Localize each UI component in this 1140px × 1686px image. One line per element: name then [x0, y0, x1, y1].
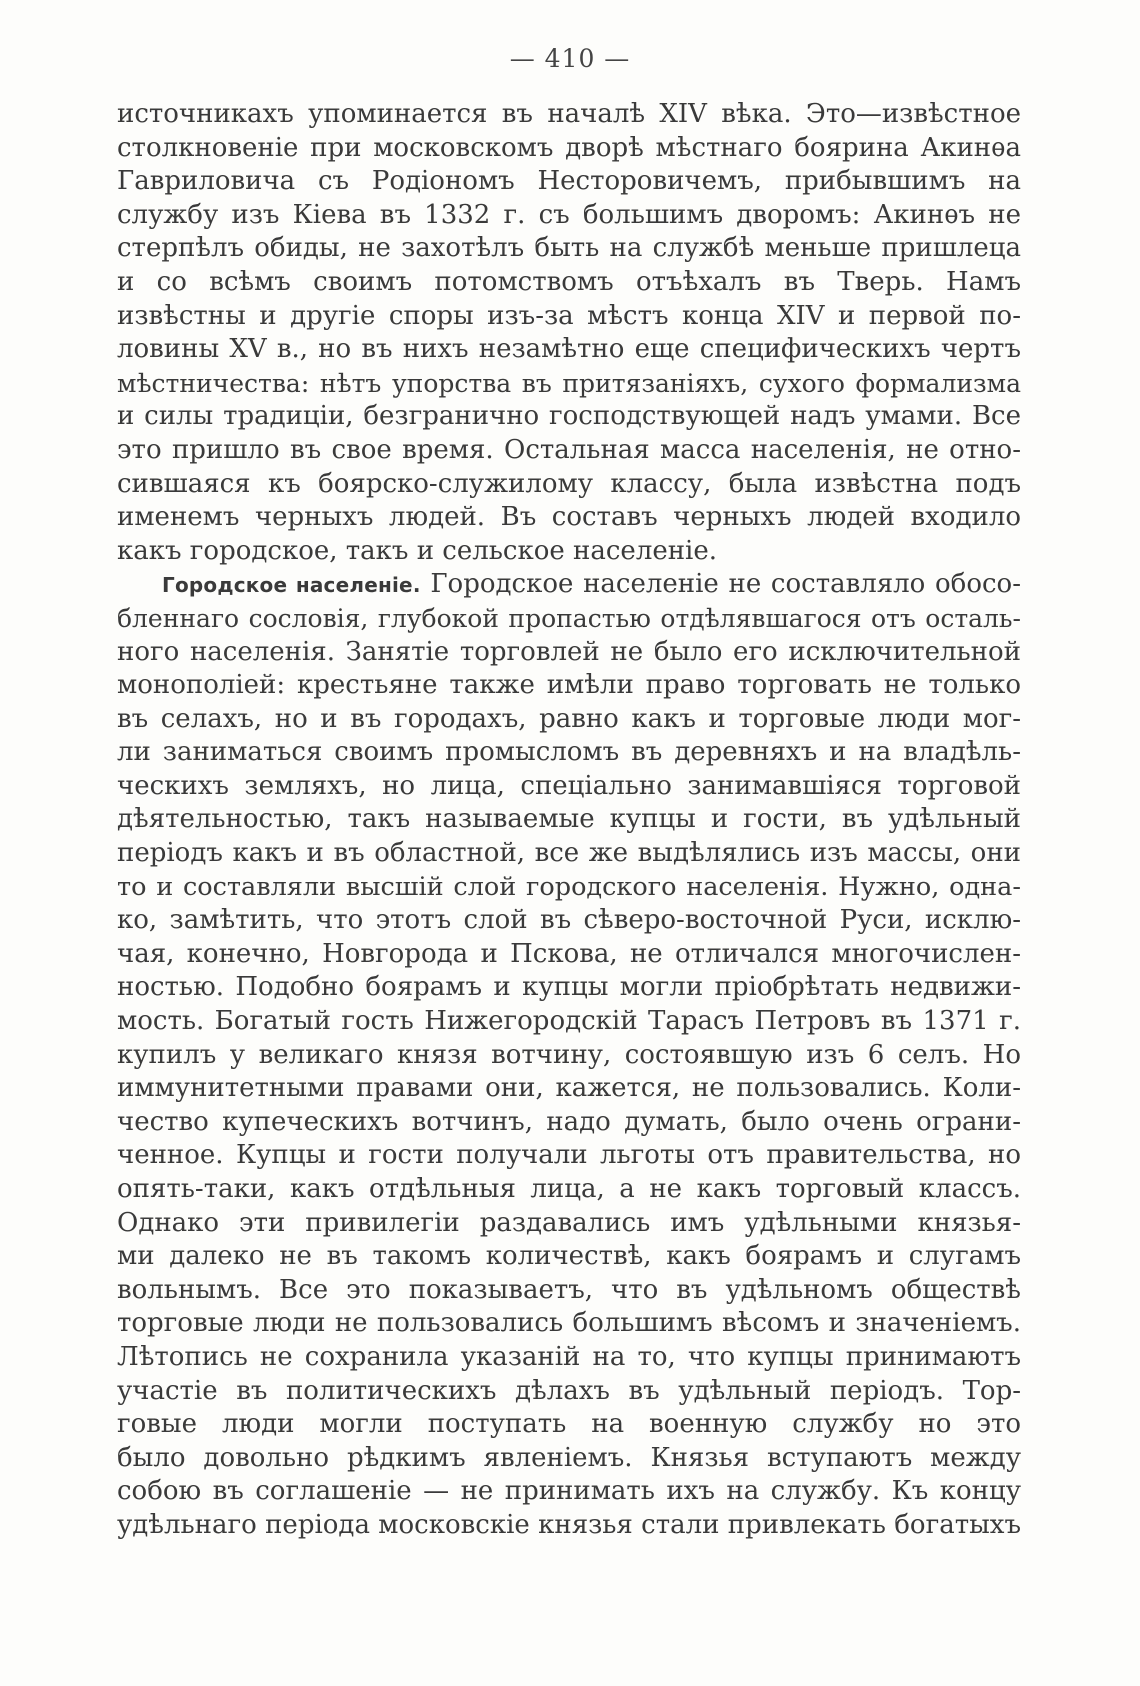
text-line: то и составляли высшій слой городского населенія. Нужно, одна-	[117, 871, 1021, 902]
text-line: ностью. Подобно боярамъ и купцы могли пріобрѣтать недвижи-	[117, 972, 1021, 1003]
text-line: участіе въ политическихъ дѣлахъ въ удѣльный періодъ. Тор-	[117, 1375, 1021, 1406]
text-line: періодъ какъ и въ областной, все же выдѣлялись изъ массы, они	[117, 838, 1021, 869]
text-line: именемъ черныхъ людей. Въ составъ черныхъ людей входило	[117, 502, 1021, 533]
text-line: столкновеніе при московскомъ дворѣ мѣстнаго боярина Акинѳа	[117, 132, 1021, 163]
text-line: чая, конечно, Новгорода и Пскова, не отличался многочислен-	[117, 938, 1021, 969]
text-line: ловины XV в., но въ нихъ незамѣтно еще специфическихъ чертъ	[117, 334, 1021, 365]
text-line: Лѣтопись не сохранила указаній на то, что купцы принимаютъ	[117, 1341, 1021, 1372]
text-line: чество купеческихъ вотчинъ, надо думать, было очень ограни-	[117, 1106, 1021, 1137]
paragraph-2	[117, 568, 1021, 1542]
text-line: стерпѣлъ обиды, не захотѣлъ быть на службѣ меньше пришлеца	[117, 233, 1021, 264]
text-line: источникахъ упоминается въ началѣ XIV вѣка. Это—извѣстное	[117, 99, 1021, 129]
paragraph-1	[117, 98, 1021, 568]
text-line: и со всѣмъ своимъ потомствомъ отъѣхалъ въ Тверь. Намъ	[117, 266, 1021, 297]
text-line: ли заниматься своимъ промысломъ въ деревняхъ и на владѣль-	[117, 737, 1021, 768]
text-line: ческихъ земляхъ, но лица, спеціально занимавшіяся торговой	[117, 770, 1021, 801]
text-line: дѣятельностью, такъ называемые купцы и гости, въ удѣльный	[117, 804, 1021, 835]
page-number: — 410 —	[509, 44, 631, 73]
text-line: это пришло въ свое время. Остальная масса населенія, не отно-	[117, 434, 1021, 465]
text-line: службу изъ Кіева въ 1332 г. съ большимъ дворомъ: Акинѳъ не	[117, 199, 1021, 230]
text-line: извѣстны и другіе споры изъ-за мѣстъ конца XIV и первой по-	[117, 300, 1021, 331]
text-line: какъ городское, такъ и сельское населеніе.	[117, 535, 718, 566]
text-line: купилъ у великаго князя вотчину, состоявшую изъ 6 селъ. Но	[117, 1039, 1021, 1070]
text-line: мость. Богатый гость Нижегородскій Тарасъ Петровъ въ 1371 г.	[117, 1006, 1021, 1037]
text-line: ко, замѣтить, что этотъ слой въ сѣверо-восточной Руси, исклю-	[117, 905, 1021, 936]
text-line: иммунитетными правами они, кажется, не пользовались. Коли-	[117, 1073, 1021, 1104]
text-line: ченное. Купцы и гости получали льготы отъ правительства, но	[117, 1140, 1021, 1171]
text-line: и силы традиціи, безгранично господствующей надъ умами. Все	[117, 401, 1021, 432]
text-line: монополіей: крестьяне также имѣли право торговать не только	[117, 670, 1021, 701]
text-line: мѣстничества: нѣтъ упорства въ притязаніяхъ, сухого формализма	[117, 368, 1021, 398]
text-line: говые люди могли поступать на военную службу но это	[117, 1409, 1021, 1440]
text-line: вольнымъ. Все это показываетъ, что въ удѣльномъ обществѣ	[117, 1274, 1021, 1305]
text-line: Однако эти привилегіи раздавались имъ удѣльными князья-	[117, 1207, 1021, 1238]
text-line: сившаяся къ боярско-служилому классу, была извѣстна подъ	[117, 468, 1021, 499]
text-line: удѣльнаго періода московскіе князья стали привлекать богатыхъ	[117, 1509, 1021, 1540]
text-line: въ селахъ, но и въ городахъ, равно какъ и торговые люди мог-	[117, 703, 1021, 734]
text-line: ми далеко не въ такомъ количествѣ, какъ боярамъ и слугамъ	[117, 1241, 1021, 1272]
text-line: бленнаго сословія, глубокой пропастью отдѣлявшагося отъ осталь-	[117, 603, 1021, 633]
text-line: торговые люди не пользовались большимъ вѣсомъ и значеніемъ.	[117, 1308, 1021, 1339]
text-line: ного населенія. Занятіе торговлей не было его исключительной	[117, 636, 1021, 667]
text-line: опять-таки, какъ отдѣльныя лица, а не какъ торговый классъ.	[117, 1174, 1021, 1204]
text-line: было довольно рѣдкимъ явленіемъ. Князья вступаютъ между	[117, 1442, 1021, 1473]
text-line: Гавриловича съ Родіономъ Несторовичемъ, прибывшимъ на	[117, 166, 1021, 197]
body-text	[117, 98, 1021, 1543]
text-line	[117, 568, 1021, 602]
section-heading: Городское населеніе.	[162, 573, 421, 598]
text-line: собою въ соглашеніе — не принимать ихъ на службу. Къ концу	[117, 1476, 1021, 1507]
text-line-rest: Городское населеніе не составляло обосо-	[420, 569, 1021, 600]
